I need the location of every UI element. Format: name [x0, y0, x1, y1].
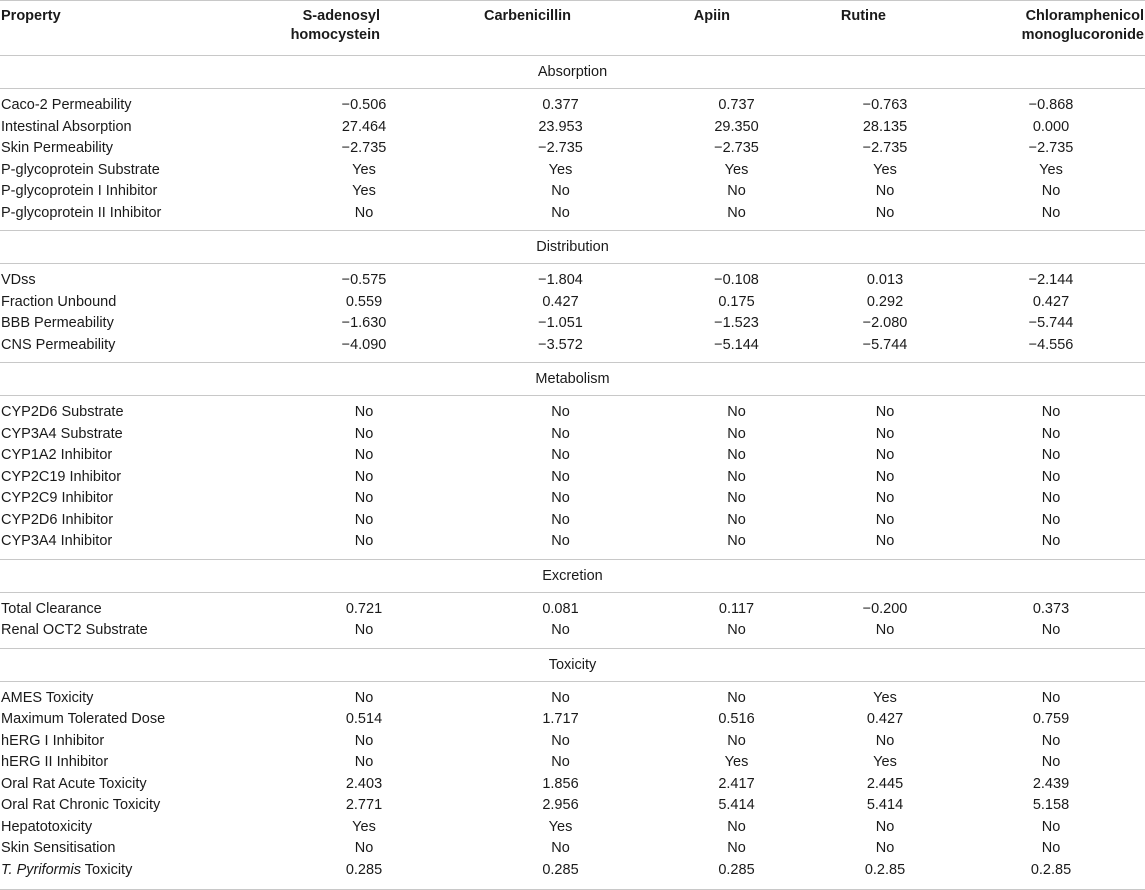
value-cell: 0.013	[866, 272, 904, 288]
table-row	[0, 838, 1145, 860]
value-cell: 2.403	[345, 775, 383, 792]
property-label: Oral Rat Acute Toxicity	[1, 775, 147, 792]
value-cell: 27.464	[341, 118, 387, 135]
property-label: P-glycoprotein I Inhibitor	[1, 183, 158, 199]
table-row	[0, 681, 1145, 709]
value-cell: 0.427	[1032, 293, 1070, 310]
value-cell: Yes	[724, 754, 749, 770]
property-label: AMES Toxicity	[1, 689, 94, 706]
value-cell: −2.735	[538, 140, 583, 156]
value-cell: 0.2.85	[939, 860, 1145, 890]
value-cell: 0.285	[426, 860, 621, 890]
value-cell: No	[354, 622, 374, 638]
value-cell: No	[727, 447, 746, 463]
value-cell: 0.2.85	[791, 860, 939, 890]
value-cell: 23.953	[538, 118, 583, 135]
value-cell: −2.144	[1028, 272, 1074, 288]
table-row	[0, 510, 1145, 532]
value-cell: No	[551, 425, 570, 442]
section-title: Distribution	[0, 231, 1145, 264]
section-title: Absorption	[0, 56, 1145, 89]
table-row	[0, 335, 1145, 363]
table-row	[0, 313, 1145, 335]
value-cell: −0.763	[862, 97, 908, 113]
value-cell: 0.285	[621, 860, 791, 890]
value-cell: No	[1041, 511, 1061, 528]
header-col1-line2: homocystein	[290, 27, 380, 43]
table-row	[0, 592, 1145, 620]
value-cell: No	[551, 622, 570, 638]
value-cell: 0.427	[542, 293, 579, 310]
value-cell: −4.556	[1028, 336, 1074, 353]
value-cell: Yes	[873, 754, 897, 770]
value-cell: Yes	[352, 818, 376, 835]
table-row	[0, 795, 1145, 817]
value-cell: No	[354, 840, 374, 856]
value-cell: No	[354, 447, 374, 463]
property-label: Maximum Tolerated Dose	[1, 711, 166, 727]
value-cell: No	[875, 622, 895, 638]
value-cell: No	[551, 204, 570, 221]
value-cell: 0.559	[345, 293, 383, 310]
value-cell: Yes	[724, 161, 749, 178]
property-label: Skin Sensitisation	[1, 840, 116, 856]
value-cell: No	[727, 622, 746, 638]
table-row	[0, 467, 1145, 489]
value-cell: −2.735	[341, 140, 387, 156]
value-cell: 0.721	[345, 600, 383, 617]
value-cell: −1.523	[714, 315, 759, 331]
value-cell: No	[1041, 689, 1061, 706]
value-cell: No	[727, 404, 746, 420]
value-cell: No	[875, 183, 895, 199]
value-cell: No	[727, 689, 746, 706]
property-label: CNS Permeability	[1, 336, 116, 353]
value-cell: No	[1041, 754, 1061, 770]
value-cell: −1.051	[538, 315, 583, 331]
value-cell: 0.373	[1032, 600, 1070, 617]
value-cell: 2.956	[542, 797, 579, 813]
value-cell: 5.414	[866, 797, 904, 813]
value-cell: 29.350	[714, 118, 759, 135]
value-cell: No	[551, 183, 570, 199]
value-cell: No	[727, 533, 746, 549]
property-label: Renal OCT2 Substrate	[1, 622, 148, 638]
value-cell: 1.856	[542, 775, 579, 792]
header-apiin: Apiin	[621, 1, 791, 56]
value-cell: No	[875, 732, 895, 749]
property-label: BBB Permeability	[1, 315, 114, 331]
property-label: CYP2D6 Inhibitor	[1, 511, 114, 528]
header-col1-line1: S-adenosyl	[302, 8, 380, 24]
value-cell: No	[354, 404, 374, 420]
table-row	[0, 117, 1145, 139]
value-cell: −0.575	[341, 272, 387, 288]
value-cell: No	[727, 732, 746, 749]
header-carbenicillin: Carbenicillin	[426, 1, 621, 56]
value-cell: No	[1041, 818, 1061, 835]
value-cell: No	[551, 468, 570, 485]
value-cell: No	[551, 840, 570, 856]
value-cell: −2.735	[862, 140, 908, 156]
table-row	[0, 731, 1145, 753]
header-property: Property	[0, 1, 236, 56]
value-cell: 0.117	[718, 600, 755, 617]
value-cell: No	[551, 732, 570, 749]
property-label: Oral Rat Chronic Toxicity	[1, 797, 161, 813]
table-row	[0, 264, 1145, 292]
value-cell: 0.285	[236, 860, 426, 890]
header-col5-line2: monoglucoronide	[1021, 27, 1144, 43]
table-row	[0, 160, 1145, 182]
value-cell: No	[875, 204, 895, 221]
value-cell: No	[551, 689, 570, 706]
value-cell: No	[354, 533, 374, 549]
property-label-italic: T. Pyriformis	[1, 861, 82, 878]
property-label: CYP2C19 Inhibitor	[1, 468, 122, 485]
value-cell: Yes	[873, 689, 897, 706]
section-header-row	[0, 559, 1145, 592]
value-cell: No	[875, 404, 895, 420]
table-row	[0, 620, 1145, 648]
value-cell: 2.439	[1032, 775, 1070, 792]
value-cell: −0.868	[1028, 97, 1074, 113]
value-cell: 0.081	[542, 600, 579, 617]
value-cell: 2.771	[345, 797, 383, 813]
value-cell: −5.744	[1028, 315, 1074, 331]
value-cell: Yes	[1039, 161, 1063, 178]
value-cell: No	[875, 468, 895, 485]
section-title: Toxicity	[0, 648, 1145, 681]
value-cell: No	[1041, 622, 1061, 638]
value-cell: Yes	[548, 161, 573, 178]
value-cell: No	[1041, 204, 1061, 221]
section-title: Excretion	[0, 559, 1145, 592]
table-row	[0, 860, 1145, 890]
property-label: VDss	[1, 272, 36, 288]
value-cell: 0.427	[866, 711, 904, 727]
value-cell: −5.144	[714, 336, 759, 353]
value-cell: −4.090	[341, 336, 387, 353]
value-cell: −2.080	[862, 315, 908, 331]
value-cell: No	[354, 204, 374, 221]
value-cell: 2.445	[866, 775, 904, 792]
property-label: hERG I Inhibitor	[1, 732, 105, 749]
value-cell: No	[1041, 425, 1061, 442]
value-cell: −0.200	[862, 600, 908, 617]
value-cell: No	[354, 689, 374, 706]
section-title: Metabolism	[0, 363, 1145, 396]
table-row	[0, 752, 1145, 774]
table-row	[0, 488, 1145, 510]
value-cell: No	[354, 490, 374, 506]
value-cell: No	[551, 447, 570, 463]
property-label-rest: Toxicity	[81, 861, 133, 878]
value-cell: 0.514	[345, 711, 383, 727]
header-chloramphenicol-monoglucoronide	[939, 1, 1145, 56]
property-label: Intestinal Absorption	[1, 118, 132, 135]
header-col5-line1: Chloramphenicol	[1025, 8, 1144, 24]
value-cell: No	[1041, 732, 1061, 749]
value-cell: No	[551, 404, 570, 420]
table-body	[0, 56, 1145, 890]
property-label	[0, 860, 236, 890]
value-cell: No	[875, 447, 895, 463]
value-cell: 5.158	[1032, 797, 1070, 813]
property-label: P-glycoprotein Substrate	[1, 161, 160, 178]
value-cell: No	[354, 754, 374, 770]
value-cell: No	[875, 490, 895, 506]
property-label: Skin Permeability	[1, 140, 114, 156]
value-cell: No	[875, 425, 895, 442]
table-row	[0, 445, 1145, 467]
value-cell: −1.804	[538, 272, 583, 288]
value-cell: No	[875, 533, 895, 549]
property-label: P-glycoprotein II Inhibitor	[1, 204, 162, 221]
property-label: CYP2D6 Substrate	[1, 404, 124, 420]
value-cell: 5.414	[718, 797, 755, 813]
section-header-row	[0, 363, 1145, 396]
value-cell: Yes	[873, 161, 897, 178]
value-cell: No	[1041, 404, 1061, 420]
value-cell: 0.737	[718, 97, 755, 113]
value-cell: Yes	[352, 161, 376, 178]
value-cell: −2.735	[714, 140, 759, 156]
value-cell: 0.292	[866, 293, 904, 310]
value-cell: 0.175	[718, 293, 755, 310]
value-cell: No	[354, 468, 374, 485]
value-cell: −0.108	[714, 272, 759, 288]
property-label: Total Clearance	[1, 600, 102, 617]
value-cell: No	[354, 732, 374, 749]
table-row	[0, 774, 1145, 796]
value-cell: No	[1041, 183, 1061, 199]
property-label: CYP2C9 Inhibitor	[1, 490, 114, 506]
value-cell: 1.717	[542, 711, 579, 727]
value-cell: 0.759	[1032, 711, 1070, 727]
value-cell: No	[1041, 533, 1061, 549]
value-cell: No	[551, 490, 570, 506]
value-cell: No	[727, 490, 746, 506]
value-cell: No	[727, 425, 746, 442]
table-row	[0, 531, 1145, 559]
value-cell: 0.516	[718, 711, 755, 727]
value-cell: No	[1041, 490, 1061, 506]
property-label: Caco-2 Permeability	[1, 97, 132, 113]
value-cell: No	[551, 754, 570, 770]
value-cell: No	[727, 204, 746, 221]
property-label: Fraction Unbound	[1, 293, 117, 310]
value-cell: 28.135	[862, 118, 908, 135]
value-cell: No	[1041, 447, 1061, 463]
section-header-row	[0, 56, 1145, 89]
value-cell: −1.630	[341, 315, 387, 331]
property-label: CYP3A4 Substrate	[1, 425, 123, 442]
value-cell: No	[875, 511, 895, 528]
table-row	[0, 89, 1145, 117]
value-cell: 2.417	[718, 775, 755, 792]
table-row	[0, 138, 1145, 160]
value-cell: −5.744	[862, 336, 908, 353]
value-cell: Yes	[352, 183, 376, 199]
property-label: hERG II Inhibitor	[1, 754, 109, 770]
value-cell: No	[875, 840, 895, 856]
value-cell: No	[354, 425, 374, 442]
value-cell: No	[1041, 468, 1061, 485]
value-cell: −0.506	[341, 97, 387, 113]
value-cell: No	[727, 818, 746, 835]
property-label: CYP3A4 Inhibitor	[1, 533, 113, 549]
value-cell: Yes	[548, 818, 573, 835]
header-row	[0, 1, 1145, 56]
table-row	[0, 709, 1145, 731]
header-s-adenosyl-homocystein	[236, 1, 426, 56]
value-cell: No	[875, 818, 895, 835]
value-cell: −2.735	[1028, 140, 1074, 156]
section-header-row	[0, 231, 1145, 264]
property-label: CYP1A2 Inhibitor	[1, 447, 113, 463]
table-row	[0, 396, 1145, 424]
header-rutine: Rutine	[791, 1, 939, 56]
value-cell: No	[727, 511, 746, 528]
value-cell: No	[727, 468, 746, 485]
table-row	[0, 292, 1145, 314]
table-row	[0, 203, 1145, 231]
value-cell: 0.377	[542, 97, 579, 113]
table-row	[0, 817, 1145, 839]
value-cell: No	[551, 533, 570, 549]
value-cell: No	[1041, 840, 1061, 856]
value-cell: No	[727, 840, 746, 856]
value-cell: No	[354, 511, 374, 528]
value-cell: 0.000	[1032, 118, 1070, 135]
table-row	[0, 424, 1145, 446]
value-cell: No	[551, 511, 570, 528]
value-cell: No	[727, 183, 746, 199]
section-header-row	[0, 648, 1145, 681]
table-row	[0, 181, 1145, 203]
value-cell: −3.572	[538, 336, 583, 353]
property-label: Hepatotoxicity	[1, 818, 93, 835]
